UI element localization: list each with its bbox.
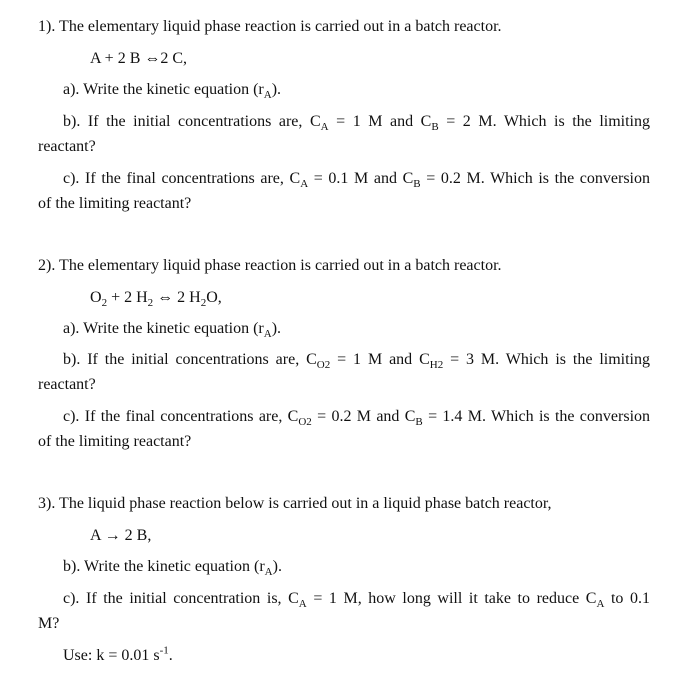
- subscript: A: [300, 178, 309, 191]
- subscript: B: [431, 121, 439, 134]
- equilibrium-arrow-icon: ⇔: [144, 50, 161, 67]
- problem-1-part-a: [63, 80, 281, 100]
- problem-2-part-c-line2: of the limiting reactant?: [38, 433, 192, 450]
- problem-3-use-constant: [63, 646, 173, 666]
- eq-lhs: A: [90, 527, 101, 544]
- problem-1-part-b-line2: reactant?: [38, 138, 96, 155]
- part-a-text: a). Write the kinetic equation (r: [63, 81, 264, 98]
- eq-text: O: [90, 289, 102, 306]
- subscript: A: [320, 121, 329, 134]
- eq-lhs: A + 2 B: [90, 50, 141, 67]
- part-a-text: a). Write the kinetic equation (r: [63, 320, 264, 337]
- problem-3-part-c-line2: M?: [38, 615, 60, 632]
- right-arrow-icon: →: [100, 527, 125, 544]
- problem-1-part-c-line2: of the limiting reactant?: [38, 195, 192, 212]
- text-segment: b). If the initial concentrations are, C: [63, 113, 321, 130]
- text-segment: b). If the initial concentrations are, C: [63, 351, 317, 368]
- eq-text: O,: [206, 289, 222, 306]
- text-segment: = 1 M and C: [328, 113, 432, 130]
- superscript: -1: [159, 644, 169, 657]
- problem-1-intro: 1). The elementary liquid phase reaction is carried out in a batch reactor.: [38, 18, 502, 35]
- subscript: A: [264, 566, 273, 579]
- part-a-end: ).: [271, 320, 282, 337]
- subscript: B: [413, 178, 421, 191]
- problem-3-part-c-line1: [63, 589, 650, 609]
- problem-1-part-b-line1: [63, 112, 650, 132]
- problem-1-part-c-line1: [63, 169, 650, 189]
- subscript: O2: [316, 359, 331, 372]
- equilibrium-arrow-icon: ⇔: [153, 289, 178, 306]
- use-text: Use: k = 0.01 s: [63, 647, 160, 664]
- subscript: B: [415, 416, 423, 429]
- text-segment: = 1 M and C: [330, 351, 430, 368]
- text-segment: = 0.1 M and C: [308, 170, 414, 187]
- subscript: A: [596, 598, 605, 611]
- use-end: .: [168, 647, 173, 664]
- problem-1-equation: [90, 49, 187, 69]
- problem-3-part-b: [63, 557, 282, 577]
- text-segment: to 0.1: [604, 590, 650, 607]
- eq-text: 2 H: [177, 289, 201, 306]
- eq-text: + 2 H: [107, 289, 148, 306]
- problem-2-part-a: [63, 319, 281, 339]
- problem-3-equation: [90, 526, 151, 546]
- subscript: 2: [200, 297, 207, 310]
- problem-2-part-c-line1: [63, 407, 650, 427]
- subscript: A: [298, 598, 307, 611]
- problem-2-equation: [90, 288, 222, 308]
- text-segment: c). If the initial concentration is, C: [63, 590, 299, 607]
- problem-2-part-b-line2: reactant?: [38, 376, 96, 393]
- subscript: 2: [101, 297, 108, 310]
- text-segment: c). If the final concentrations are, C: [63, 170, 301, 187]
- subscript: O2: [298, 416, 312, 429]
- problem-3-intro: 3). The liquid phase reaction below is carried out in a liquid phase batch reactor,: [38, 495, 552, 512]
- subscript: 2: [147, 297, 154, 310]
- problem-2-part-b-line1: [63, 350, 650, 370]
- part-a-end: ).: [271, 81, 282, 98]
- text-segment: = 1 M, how long will it take to reduce C: [306, 590, 597, 607]
- subscript: A: [263, 328, 272, 341]
- text-segment: c). If the final concentrations are, C: [63, 408, 299, 425]
- text-segment: = 0.2 M and C: [311, 408, 416, 425]
- eq-rhs: 2 C,: [160, 50, 188, 67]
- text-segment: = 2 M. Which is the limiting: [438, 113, 651, 130]
- subscript: H2: [429, 359, 444, 372]
- text-segment: = 3 M. Which is the limiting: [443, 351, 651, 368]
- text-segment: = 1.4 M. Which is the conversion: [422, 408, 651, 425]
- problem-2-intro: 2). The elementary liquid phase reaction is carried out in a batch reactor.: [38, 257, 502, 274]
- subscript: A: [263, 89, 272, 102]
- part-b-end: ).: [272, 558, 282, 575]
- part-b-text: b). Write the kinetic equation (r: [63, 558, 265, 575]
- eq-rhs: 2 B,: [124, 527, 152, 544]
- text-segment: = 0.2 M. Which is the conversion: [420, 170, 651, 187]
